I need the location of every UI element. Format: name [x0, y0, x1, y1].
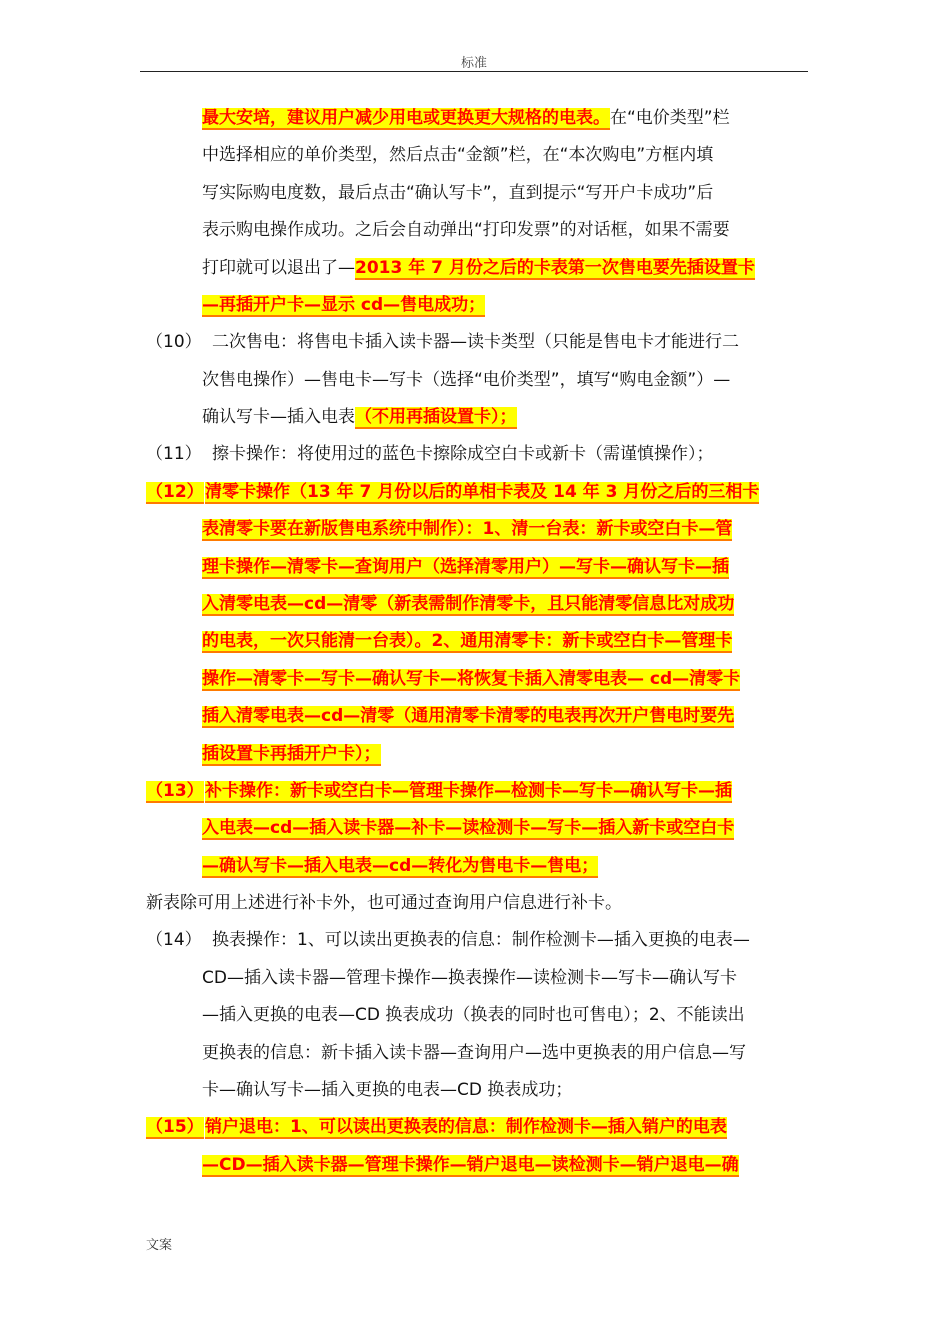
list-item-number: [146, 479, 204, 505]
text-line: 二次售电：将售电卡插入读卡器—读卡类型（只能是售电卡才能进行二: [212, 332, 739, 352]
highlight-text: 插设置卡再插开户卡）；: [202, 744, 381, 764]
text-line: 表示购电操作成功。之后会自动弹出“打印发票”的对话框，如果不需要: [202, 220, 730, 240]
text-line: [202, 591, 734, 617]
text-line: 次售电操作）—售电卡—写卡（选择“电价类型”，填写“购电金额”）—: [202, 370, 731, 390]
text-line: 更换表的信息：新卡插入读卡器—查询用户—选中更换表的用户信息—写: [202, 1043, 746, 1063]
text-line: [202, 516, 732, 542]
highlight-text: —确认写卡—插入电表—cd—转化为售电卡—售电；: [202, 856, 599, 876]
text-line: [202, 741, 381, 767]
text-line: —插入更换的电表—CD 换表成功（换表的同时也可售电）；2、不能读出: [202, 1005, 745, 1025]
text-line: 新表除可用上述进行补卡外，也可通过查询用户信息进行补卡。: [146, 893, 622, 913]
text-line: [202, 853, 598, 879]
page-header: 标准: [460, 56, 487, 71]
text-line: [202, 703, 734, 729]
list-item-number: （14）: [146, 930, 202, 950]
highlight-text: 入清零电表—cd—清零（新表需制作清零卡，且只能清零信息比对成功: [202, 594, 735, 614]
text-line: [202, 1152, 739, 1178]
text-line: [202, 666, 740, 692]
highlight-text: 表清零卡要在新版售电系统中制作）：1、清一台表：新卡或空白卡—管: [202, 519, 733, 539]
highlight-text: （不用再插设置卡）；: [355, 407, 517, 427]
text-line: [202, 815, 734, 841]
text-line: [202, 628, 732, 654]
highlight-text: —再插开户卡—显示 cd—售电成功；: [202, 295, 486, 315]
text-line: 中选择相应的单价类型，然后点击“金额”栏，在“本次购电”方框内填: [202, 145, 714, 165]
highlight-text: 2013 年 7 月份之后的卡表第一次售电要先插设置卡: [355, 258, 755, 278]
text-line: [202, 554, 729, 580]
text-line: [205, 479, 759, 505]
text-line: [202, 404, 517, 430]
text-line: 擦卡操作：将使用过的蓝色卡擦除成空白卡或新卡（需谨慎操作）；: [212, 444, 714, 464]
list-item-number: （10）: [146, 332, 202, 352]
list-item-number: （11）: [146, 444, 202, 464]
text-line: 换表操作：1、可以读出更换表的信息：制作检测卡—插入更换的电表—: [212, 930, 750, 950]
highlight-text: 补卡操作：新卡或空白卡—管理卡操作—检测卡—写卡—确认写卡—插: [205, 781, 732, 801]
highlight-text: （15）: [146, 1117, 204, 1137]
text-line: [202, 292, 485, 318]
highlight-text: 理卡操作—清零卡—查询用户（选择清零用户）—写卡—确认写卡—插: [202, 557, 729, 577]
header-divider: [140, 71, 808, 72]
list-item-number: [146, 778, 204, 804]
highlight-text: 入电表—cd—插入读卡器—补卡—读检测卡—写卡—插入新卡或空白卡: [202, 818, 735, 838]
plain-text: 在“电价类型”栏: [610, 108, 730, 128]
highlight-text: 的电表，一次只能清一台表）。2、通用清零卡：新卡或空白卡—管理卡: [202, 631, 733, 651]
list-item-number: [146, 1114, 204, 1140]
highlight-text: 清零卡操作（13 年 7 月份以后的单相卡表及 14 年 3 月份之后的三相卡: [205, 482, 760, 502]
plain-text: 打印就可以退出了—: [202, 258, 355, 278]
highlight-text: （12）: [146, 482, 204, 502]
text-line: CD—插入读卡器—管理卡操作—换表操作—读检测卡—写卡—确认写卡: [202, 968, 737, 988]
text-line: [202, 255, 755, 281]
highlight-text: 操作—清零卡—写卡—确认写卡—将恢复卡插入清零电表— cd—清零卡: [202, 669, 741, 689]
text-line: [202, 105, 730, 131]
text-line: 卡—确认写卡—插入更换的电表—CD 换表成功；: [202, 1080, 573, 1100]
text-line: 写实际购电度数，最后点击“确认写卡”，直到提示“写开户卡成功”后: [202, 183, 714, 203]
text-line: [205, 778, 732, 804]
highlight-text: —CD—插入读卡器—管理卡操作—销户退电—读检测卡—销户退电—确: [202, 1155, 739, 1175]
highlight-text: 销户退电：1、可以读出更换表的信息：制作检测卡—插入销户的电表: [205, 1117, 727, 1137]
highlight-text: （13）: [146, 781, 204, 801]
plain-text: 确认写卡—插入电表: [202, 407, 355, 427]
highlight-text: 最大安培，建议用户减少用电或更换更大规格的电表。: [202, 108, 610, 128]
page-footer: 文案: [146, 1238, 173, 1253]
text-line: [205, 1114, 727, 1140]
highlight-text: 插入清零电表—cd—清零（通用清零卡清零的电表再次开户售电时要先: [202, 706, 735, 726]
